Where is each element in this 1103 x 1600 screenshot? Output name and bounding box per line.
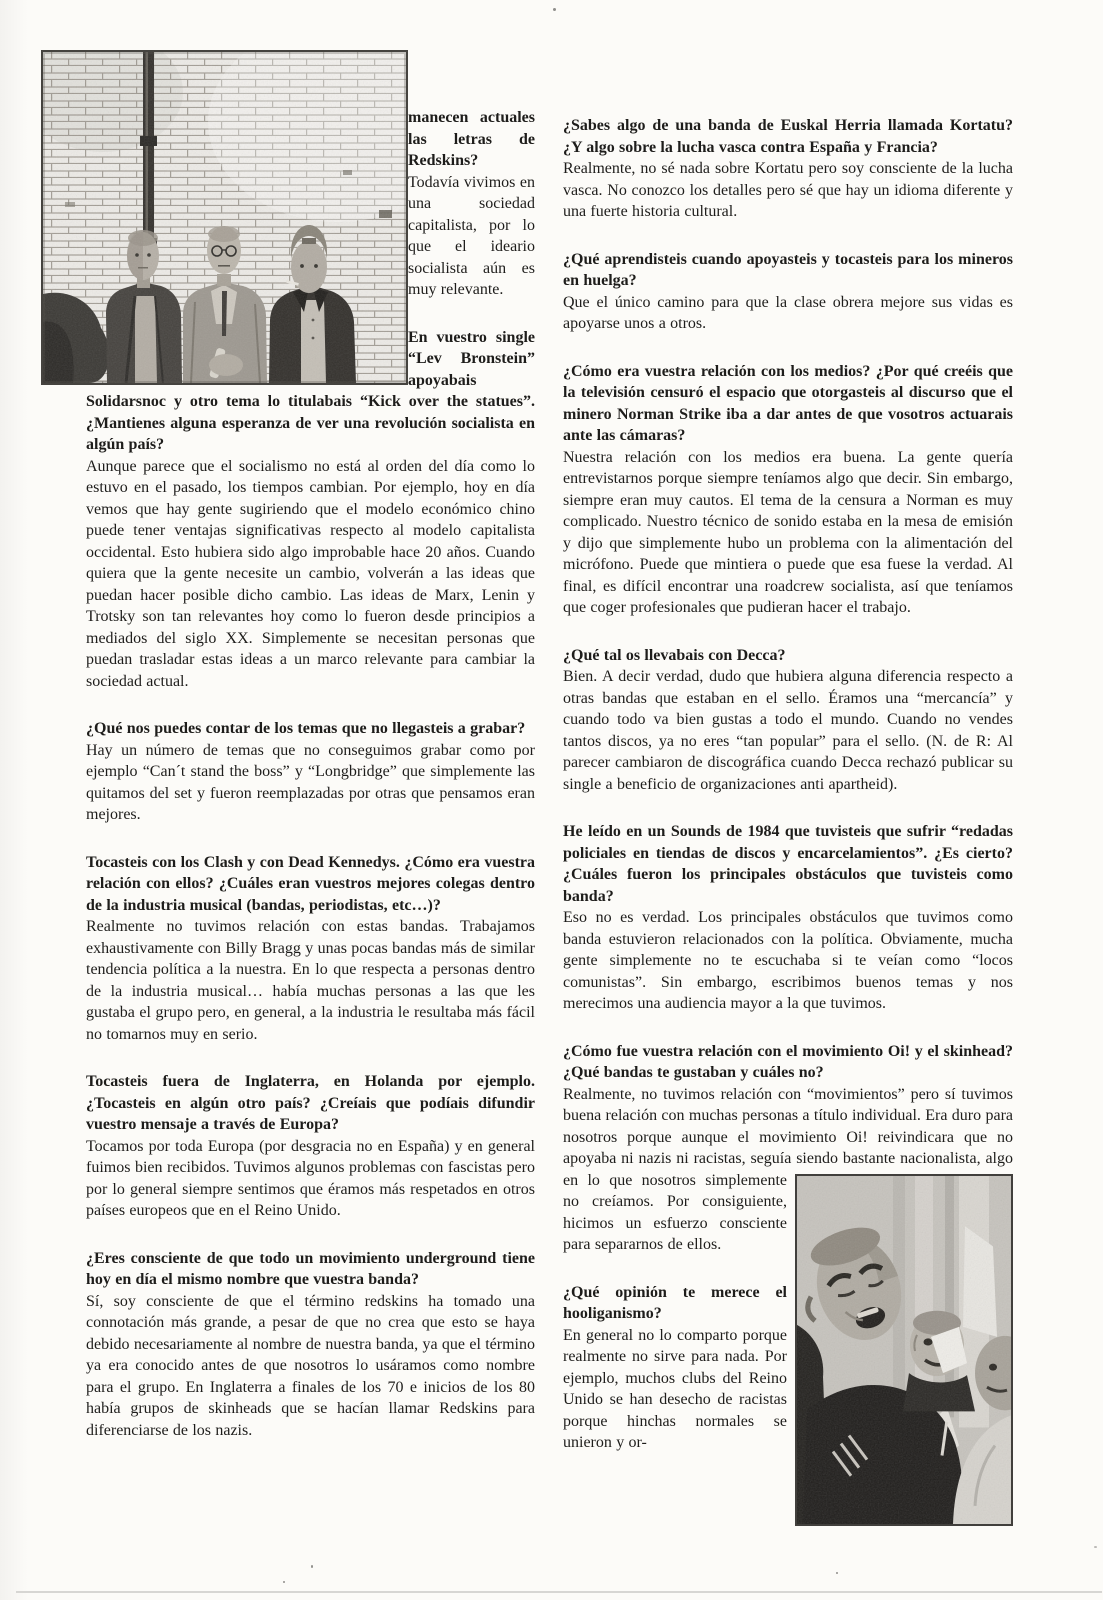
question-text: He leído en un Sounds de 1984 que tuvisteis que sufrir “redadas policiales en tiendas de discos y encarcelamientos”. ¿Es cierto? ¿Cuáles fueron los principales obstáculos que tuvisteis como banda?	[563, 823, 1013, 905]
answer-text: Tocamos por toda Europa (por desgracia no en España) y en general fuimos bien recibidos. Tuvimos algunos problemas con fascistas pero por lo general siempre sentimos que éramos más respetados en otros países europeos que en el Reino Unido.	[86, 1137, 535, 1219]
answer-text: Eso no es verdad. Los principales obstáculos que tuvimos como banda estuvieron relacionados con la política. Obviamente, mucha gente simplemente no te escuchaba si te veían como “locos comunistas”. Sin embargo, escribimos buenos temas y nos merecimos una audiencia mayor a la que tuvimos.	[563, 909, 1013, 1012]
answer-text: Realmente, no sé nada sobre Kortatu pero soy consciente de la lucha vasca. No conozco los detalles pero sé que hay un idioma diferente y una fuerte historia cultural.	[563, 160, 1013, 220]
answer-text: Bien. A decir verdad, dudo que hubiera alguna diferencia respecto a otras bandas que estaban en el sello. Éramos una “mercancía” y cuando todo va bien gustas a todo el mundo. Cuando no vendes tantos discos, ya no eres “tan popular” para el sello. (N. de R: Al parecer cambiaron de discográfica cuando Decca rechazó publicar su single a beneficio de organizaciones anti apartheid).	[563, 668, 1013, 793]
question-text: Tocasteis con los Clash y con Dead Kennedys. ¿Cómo era vuestra relación con ellos? ¿Cuáles eran vuestros mejores colegas dentro de la industria musical (bandas, periodistas, etc…)?	[86, 853, 535, 914]
answer-text: Que el único camino para que la clase obrera mejore sus vidas es apoyarse unos a otros.	[563, 293, 1013, 332]
question-text: Tocasteis fuera de Inglaterra, en Holanda por ejemplo. ¿Tocasteis en algún otro país? ¿Creíais que podíais difundir vuestro mensaje a través de Europa?	[86, 1073, 535, 1133]
question-text: ¿Cómo era vuestra relación con los medios? ¿Por qué creéis que la televisión censuró el espacio que otorgasteis al discurso que el minero Norman Strike iba a dar antes de que vosotros actuarais ante las cámaras?	[563, 362, 1013, 444]
answer-text: Todavía vivimos en una sociedad capitalista, por lo que el ideario socialista aún es muy relevante.	[408, 173, 535, 298]
answer-text: Realmente no tuvimos relación con estas bandas. Trabajamos exhaustivamente con Billy Bragg y unas pocas bandas más de similar tendencia política a la nuestra. En lo que respecta a personas dentro de la industria musical… había muchas personas a las que les gustaba el grupo pero, en general, a la industria le resultaba más fácil no tomarnos muy en serio.	[86, 918, 535, 1043]
right-column	[563, 115, 1013, 1532]
scan-speck	[283, 1581, 285, 1583]
question-text: ¿Eres consciente de que todo un movimiento underground tiene hoy en día el mismo nombre que vuestra banda?	[86, 1249, 535, 1288]
scan-bottom-line	[16, 1591, 1102, 1593]
question-text: ¿Qué aprendisteis cuando apoyasteis y tocasteis para los mineros en huelga?	[563, 250, 1013, 289]
band-photo-laughing	[795, 1174, 1013, 1526]
answer-text-after-photo: nacionalista, algo en lo que nosotros simplemente no creíamos. Por consiguiente, hicimos un esfuerzo consciente para separarnos de ellos.	[563, 1150, 1013, 1253]
answer-text-before-photo: Realmente, no tuvimos relación con “movimientos” pero sí tuvimos buena relación con muchas personas a título individual. Era duro para nosotros porque aunque el movimiento Oi! reivindicara que no apoyaba ni nazis ni racistas, seguía siendo bastante	[563, 1085, 1013, 1167]
answer-text: Hay un número de temas que no conseguimos grabar como por ejemplo “Can´t stand the boss” y “Longbridge” que simplemente las quitamos del set y fueron reemplazadas por otras que pensamos eran mejores.	[86, 741, 535, 823]
answer-text	[563, 1084, 1013, 1256]
scan-speck	[553, 8, 556, 11]
answer-text: Sí, soy consciente de que el término redskins ha tomado una connotación más grande, a pesar de que no crea que esto se haya debido necesariamente al nombre de nuestra banda, ya que el término ya era conocido antes de que nosotros lo usáramos como nombre para el grupo. En Inglaterra a finales de los 70 e inicios de los 80 había grupos de skinheads que se hacían llamar Redskins para diferenciarse de los nazis.	[86, 1292, 535, 1439]
left-column	[86, 50, 535, 1467]
question-text: manecen actuales las letras de Redskins?	[408, 109, 535, 169]
question-text: En vuestro single “Lev Bronstein” apoyabais Solidarsnoc y otro tema lo titulabais “Kick over the statues”. ¿Mantienes alguna esperanza de ver una revolución socialista en algún país?	[86, 328, 535, 453]
answer-text: En general no lo comparto porque realmente no sirve para nada. Por ejemplo, muchos clubs del Reino Unido se han desecho de racistas porque hinchas normales se unieron y or-	[563, 1326, 787, 1451]
scan-speck	[836, 1572, 838, 1574]
answer-text: Aunque parece que el socialismo no está al orden del día como lo estuvo en el pasado, los tiempos cambian. Por ejemplo, hoy en día vemos que hay gente sugiriendo que el modelo económico chino puede tener ventajas significativas respecto al modelo capitalista occidental. Esto hubiera sido algo improbable hace 20 años. Cuando quiera que la gente necesite un cambio, volverán a las ideas que puedan hacer posible dicho cambio. Las ideas de Marx, Lenin y Trotsky son tan relevantes hoy como lo fueron desde principios a mediados del siglo XX. Simplemente se necesitan personas que puedan trasladar estas ideas a un marco relevante para cambiar la sociedad actual.	[86, 457, 535, 690]
question-text: ¿Qué nos puedes contar de los temas que no llegasteis a grabar?	[86, 720, 526, 737]
question-text: ¿Cómo fue vuestra relación con el movimiento Oi! y el skinhead? ¿Qué bandas te gustaban y cuáles no?	[563, 1042, 1013, 1081]
question-text: ¿Sabes algo de una banda de Euskal Herria llamada Kortatu? ¿Y algo sobre la lucha vasca contra España y Francia?	[563, 117, 1013, 156]
photo1-wrap-spacer	[86, 50, 408, 388]
question-text: ¿Qué tal os llevabais con Decca?	[563, 646, 786, 664]
scan-speck	[311, 1565, 313, 1568]
answer-text: Nuestra relación con los medios era buena. La gente quería entrevistarnos porque siempre teníamos algo que decir. Sin embargo, siempre eran muy cautos. El tema de la censura a Norman es muy complicado. Nuestro técnico de sonido estaba en la mesa de emisión y dijo que simplemente hubo un problema con la alimentación del micrófono. Puede que mintiera o puede que esa fuese la verdad. Al final, es difícil encontrar una roadcrew socialista, así que teníamos que coger profesionales que pudieran hacer el trabajo.	[563, 448, 1013, 616]
scan-speck	[1094, 1546, 1097, 1548]
question-text: ¿Qué opinión te merece el hooliganismo?	[563, 1283, 787, 1322]
